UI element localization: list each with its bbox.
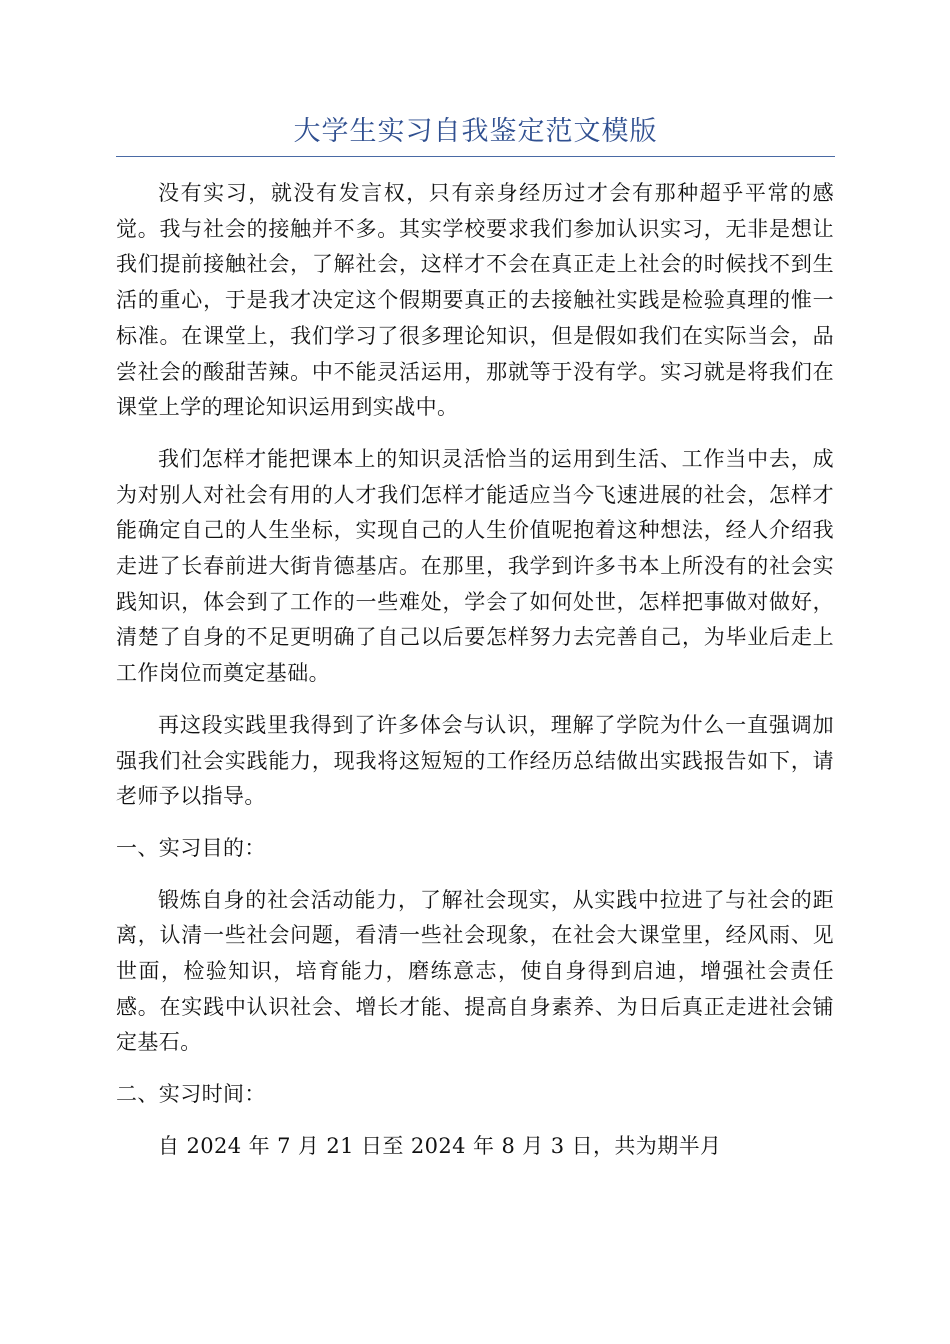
paragraph-how-to-apply: 我们怎样才能把课本上的知识灵活恰当的运用到生活、工作当中去，成为对别人对社会有用的人才我们怎样才能适应当今飞速进展的社会，怎样才能确定自己的人生坐标，实现自己的人生价值呢抱着这种想法，经人介绍我走进了长春前进大街肯德基店。在那里，我学到许多书本上所没有的社会实践知识，体会到了工作的一些难处，学会了如何处世，怎样把事做对做好，清楚了自身的不足更明确了自己以后要怎样努力去完善自己，为毕业后走上工作岗位而奠定基础。 <box>116 446 834 686</box>
section-text-purpose: 锻炼自身的社会活动能力，了解社会现实，从实践中拉进了与社会的距离，认清一些社会问题，看清一些社会现象，在社会大课堂里，经风雨、见世面，检验知识，培育能力，磨练意志，使自身得到启迪，增强社会责任感。在实践中认识社会、增长才能、提高自身素养、为日后真正走进社会铺定基石。 <box>116 887 834 1055</box>
title-block <box>116 112 835 157</box>
section-heading-purpose: 一、实习目的： <box>116 835 266 860</box>
document-body <box>116 176 834 1181</box>
document-title: 大学生实习自我鉴定范文模版 <box>293 116 658 147</box>
section-text-time: 自 2024 年 7 月 21 日至 2024 年 8 月 3 日，共为期半月 <box>158 1133 722 1158</box>
paragraph-intro: 没有实习，就没有发言权，只有亲身经历过才会有那种超乎平常的感觉。我与社会的接触并不多。其实学校要求我们参加认识实习，无非是想让我们提前接触社会，了解社会，这样才不会在真正走上社会的时候找不到生活的重心，于是我才决定这个假期要真正的去接触社实践是检验真理的惟一标准。在课堂上，我们学习了很多理论知识，但是假如我们在实际当会，品尝社会的酸甜苦辣。中不能灵活运用，那就等于没有学。实习就是将我们在课堂上学的理论知识运用到实战中。 <box>116 181 834 420</box>
paragraph-report-intro: 再这段实践里我得到了许多体会与认识，理解了学院为什么一直强调加强我们社会实践能力，现我将这短短的工作经历总结做出实践报告如下，请老师予以指导。 <box>116 712 834 809</box>
section-heading-time: 二、实习时间： <box>116 1082 266 1107</box>
